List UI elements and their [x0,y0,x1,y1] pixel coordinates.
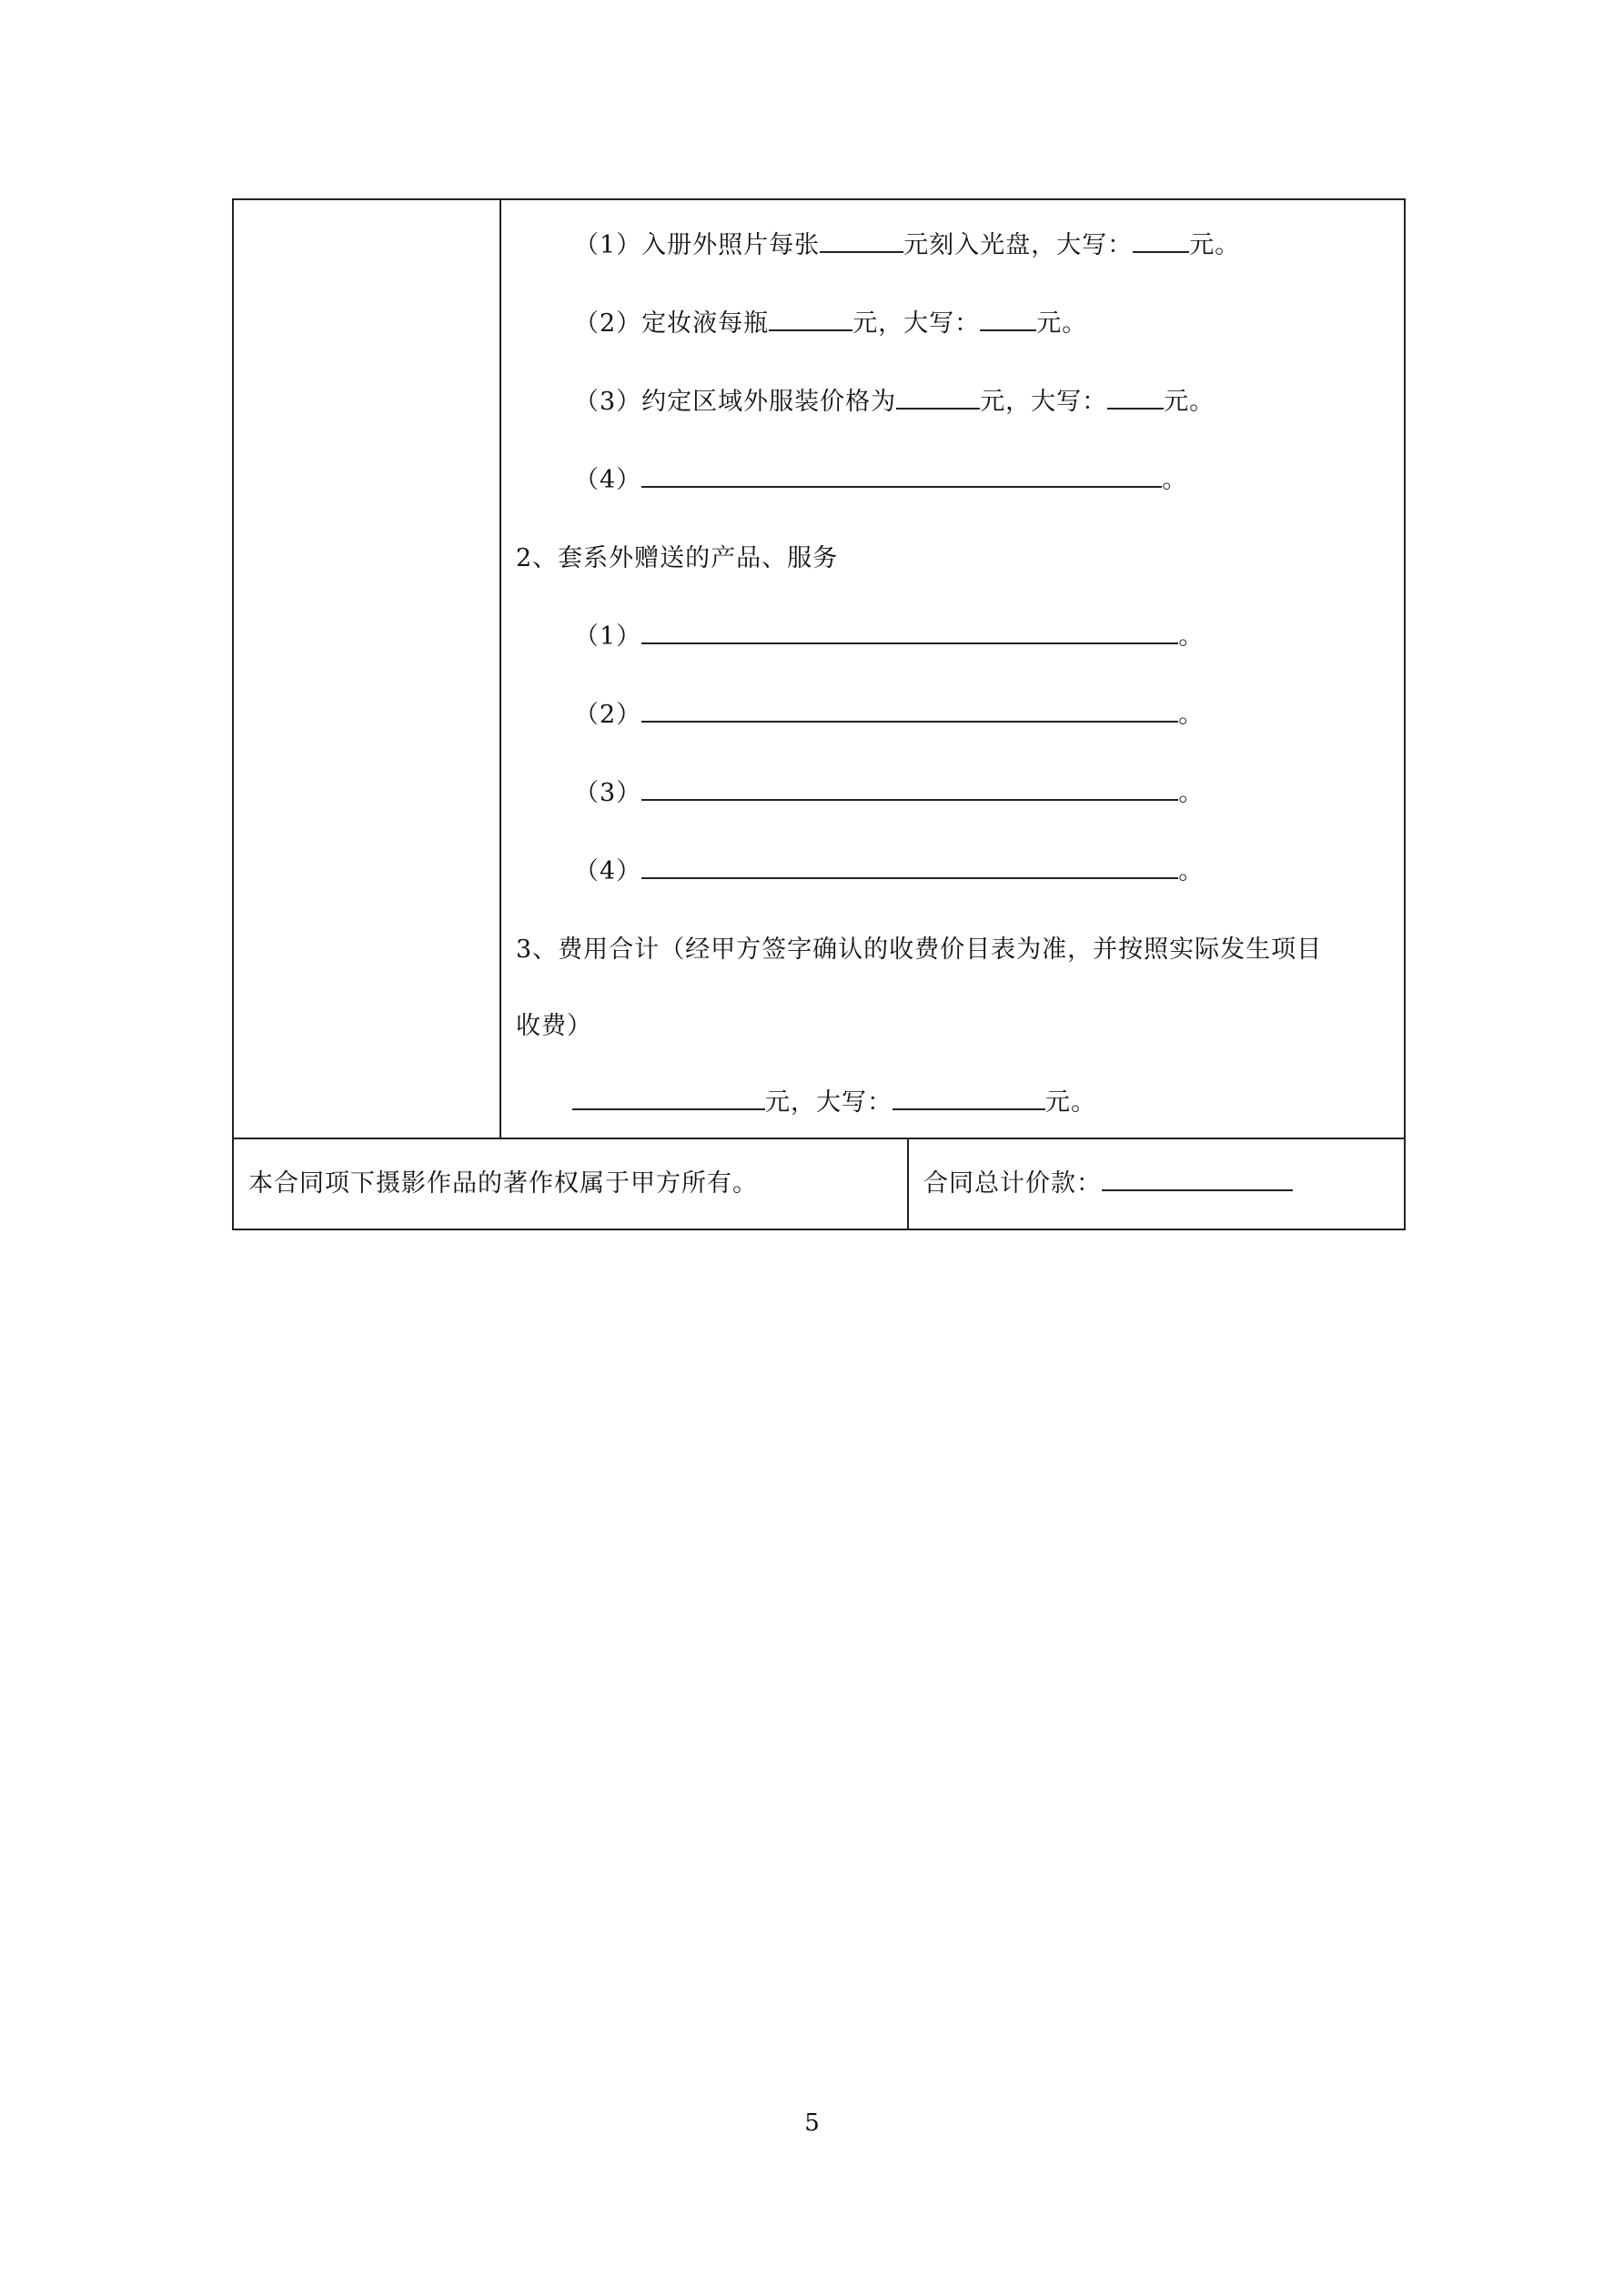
fee-table-bottom-row [234,1139,1404,1229]
fee-item-costume-mid: 元，大写： [980,388,1108,416]
fee-item-setting-spray-suffix: 元。 [1036,309,1088,338]
gift-item-prefix: （3） [574,779,642,807]
copyright-cell [234,1139,909,1229]
gifts-heading: 2、套系外赠送的产品、服务 [516,544,839,572]
fee-item-other-blank[interactable] [641,464,1162,488]
contract-total-blank[interactable] [1102,1168,1293,1191]
setting-spray-price-blank[interactable] [769,308,852,331]
fee-item-setting-spray-mid: 元，大写： [852,309,981,338]
fee-table [232,198,1406,1230]
gift-item [574,775,1204,812]
fee-item-costume [574,384,1215,420]
fee-item-other-suffix: 。 [1162,466,1188,494]
total-cost-amount [572,1085,1096,1121]
fee-item-setting-spray-prefix: （2）定妆液每瓶 [574,309,770,338]
page-number: 5 [804,2109,820,2137]
costume-price-blank[interactable] [896,386,980,410]
gift-item [574,619,1204,655]
gift-item-prefix: （2） [574,701,642,729]
photo-price-uppercase-blank[interactable] [1133,229,1189,253]
setting-spray-uppercase-blank[interactable] [980,308,1036,331]
gift-item-suffix: 。 [1178,779,1205,807]
fee-table-label-cell [234,200,501,1138]
photo-price-blank[interactable] [820,229,903,253]
gift-item [574,697,1204,733]
total-cost-heading-line2: 收费） [516,1012,592,1040]
gift-item [574,854,1204,890]
gift-item-blank[interactable] [641,855,1178,879]
total-cost-mid: 元，大写： [765,1088,893,1117]
costume-price-uppercase-blank[interactable] [1107,386,1164,410]
copyright-statement: 本合同项下摄影作品的著作权属于甲方所有。 [248,1169,758,1198]
gift-item-blank[interactable] [641,777,1178,801]
fee-item-costume-suffix: 元。 [1164,388,1215,416]
gift-item-blank[interactable] [641,699,1178,723]
gift-item-prefix: （1） [574,622,642,651]
fee-table-content-cell [501,200,1404,1138]
gift-item-prefix: （4） [574,857,642,885]
contract-total-label: 合同总计价款： [923,1169,1102,1198]
fee-item-photo-mid: 元刻入光盘，大写： [903,231,1134,259]
fee-item-photo [574,228,1240,264]
fee-table-top-row [234,200,1404,1139]
gift-item-suffix: 。 [1178,701,1205,729]
contract-total [923,1166,1293,1202]
fee-item-other [574,462,1187,499]
total-cost-suffix: 元。 [1045,1088,1096,1117]
total-cost-amount-blank[interactable] [572,1087,765,1110]
fee-item-photo-suffix: 元。 [1189,231,1241,259]
fee-item-setting-spray [574,306,1087,342]
total-cost-uppercase-blank[interactable] [893,1087,1045,1110]
gift-item-suffix: 。 [1178,857,1205,885]
total-cost-heading-line1: 3、费用合计（经甲方签字确认的收费价目表为准，并按照实际发生项目 [516,936,1323,964]
gift-item-suffix: 。 [1178,622,1205,651]
fee-item-other-prefix: （4） [574,466,642,494]
fee-item-photo-prefix: （1）入册外照片每张 [574,231,821,259]
contract-total-cell [909,1139,1404,1229]
fee-item-costume-prefix: （3）约定区域外服装价格为 [574,388,897,416]
gift-item-blank[interactable] [641,621,1178,644]
